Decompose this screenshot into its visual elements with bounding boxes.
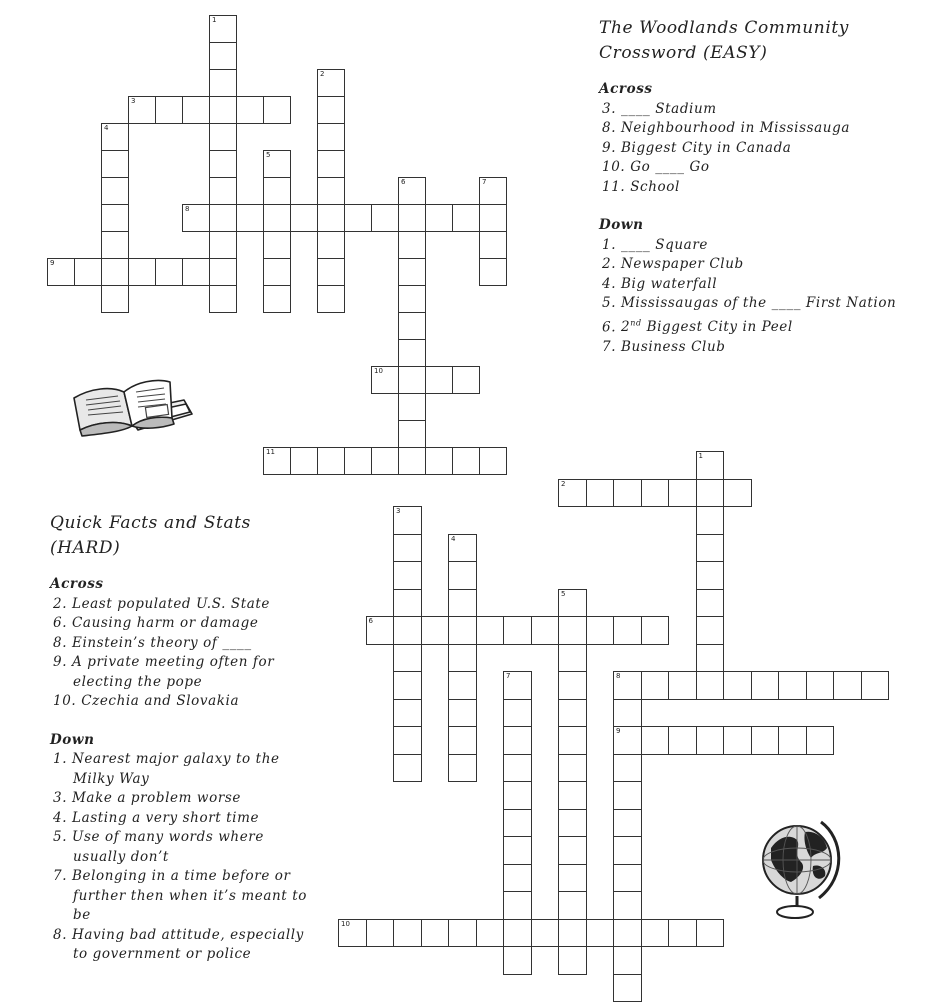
easy-down-heading: Down [599,217,644,233]
hard-grid-cell[interactable] [503,836,532,865]
hard-grid-cell[interactable] [448,726,477,755]
clue-number-label: 5. [602,295,617,311]
easy-clue-panel [599,16,919,376]
hard-grid-cell[interactable] [393,754,422,783]
hard-grid-cell[interactable] [531,919,560,948]
clue-text: School [630,178,680,195]
hard-grid-cell[interactable] [668,919,697,948]
easy-down-clue-item[interactable] [599,236,919,256]
easy-grid-cell[interactable] [371,204,399,232]
hard-puzzle-title [50,511,320,561]
hard-grid-cell[interactable] [641,479,670,508]
clue-text: Newspaper Club [621,256,744,272]
hard-grid-cell[interactable] [861,671,890,700]
hard-grid-cell[interactable] [393,699,422,728]
hard-clue-number: 1 [698,452,703,460]
easy-clue-number: 6 [401,178,406,186]
clue-number-label: 3. [602,100,617,117]
easy-grid-cell[interactable] [371,366,399,394]
hard-grid-cell[interactable] [613,754,642,783]
easy-grid-cell[interactable] [263,285,291,313]
easy-grid-cell[interactable] [209,285,237,313]
clue-number-label: 8. [53,634,68,651]
easy-grid-cell[interactable] [101,150,129,178]
easy-grid-cell[interactable] [317,96,345,124]
hard-grid-cell[interactable] [696,534,725,563]
hard-clue-number: 8 [616,672,621,680]
easy-grid-cell[interactable] [263,150,291,178]
easy-grid-cell[interactable] [209,96,237,124]
easy-across-clue-item[interactable] [599,178,919,198]
easy-grid-cell[interactable] [263,204,291,232]
clue-text: Use of many words where usually don’t [72,829,264,865]
hard-grid-cell[interactable] [641,671,670,700]
hard-grid-cell[interactable] [613,919,642,948]
clue-text: Business Club [621,338,726,355]
easy-grid-cell[interactable] [155,96,183,124]
hard-clue-panel [50,511,320,984]
hard-grid-cell[interactable] [558,726,587,755]
clue-number-label: 9. [602,139,617,156]
easy-grid-cell[interactable] [209,15,237,43]
hard-down-clue-item[interactable] [50,750,320,789]
hard-grid-cell[interactable] [696,589,725,618]
hard-grid-cell[interactable] [613,864,642,893]
clue-text: Go ____ Go [630,159,710,175]
hard-grid-cell[interactable] [778,726,807,755]
hard-across-clue-item[interactable] [50,614,320,634]
hard-grid-cell[interactable] [668,479,697,508]
hard-across-clues [50,595,320,712]
easy-grid-cell[interactable] [290,447,318,475]
clue-text: 2nd Biggest City in Peel [621,318,793,335]
clue-number-label: 3. [53,790,68,806]
hard-grid-cell[interactable] [613,946,642,975]
hard-down-clue-item[interactable] [50,809,320,829]
easy-grid-cell[interactable] [101,231,129,259]
easy-down-clues [599,236,919,358]
hard-grid-cell[interactable] [696,726,725,755]
hard-grid-cell[interactable] [696,506,725,535]
hard-clue-number: 6 [368,617,373,625]
hard-grid-cell[interactable] [338,919,367,948]
easy-grid-cell[interactable] [182,258,210,286]
hard-grid-cell[interactable] [558,644,587,673]
easy-grid-cell[interactable] [425,204,453,232]
hard-grid-cell[interactable] [503,946,532,975]
easy-grid-cell[interactable] [263,447,291,475]
easy-grid-cell[interactable] [398,366,426,394]
easy-clue-number: 5 [266,151,271,159]
easy-clue-number: 7 [482,178,487,186]
hard-grid-cell[interactable] [696,479,725,508]
hard-grid-cell[interactable] [723,726,752,755]
easy-across-heading: Across [599,81,653,97]
clue-number-label: 1. [602,236,617,253]
clue-text: Big waterfall [621,275,718,292]
easy-clue-number: 10 [374,367,383,375]
clue-text: Einstein’s theory of ____ [72,634,252,651]
easy-grid-cell[interactable] [155,258,183,286]
hard-title-line2: (HARD) [50,538,121,558]
open-book-icon [66,370,196,450]
easy-grid-cell[interactable] [398,231,426,259]
clue-text: Belonging in a time before or further then when it’s meant to be [72,868,307,923]
hard-grid-cell[interactable] [393,671,422,700]
hard-grid-cell[interactable] [448,644,477,673]
hard-down-heading: Down [50,731,95,748]
hard-clue-number: 4 [451,534,456,543]
hard-across-heading: Across [50,576,104,592]
clue-number-label: 2. [602,256,617,272]
hard-down-clue-item[interactable] [50,828,320,867]
hard-grid-cell[interactable] [393,561,422,590]
hard-grid-cell[interactable] [448,754,477,783]
easy-grid-cell[interactable] [101,177,129,205]
hard-grid-cell[interactable] [448,534,477,563]
hard-grid-cell[interactable] [558,754,587,783]
hard-clue-number: 5 [561,589,566,598]
easy-grid-cell[interactable] [398,312,426,340]
easy-grid-cell[interactable] [344,204,372,232]
hard-grid-cell[interactable] [613,671,642,700]
clue-text: Causing harm or damage [72,615,259,631]
hard-grid-cell[interactable] [476,616,505,645]
hard-grid-cell[interactable] [751,726,780,755]
hard-grid-cell[interactable] [778,671,807,700]
hard-clue-number: 3 [396,507,401,515]
easy-grid-cell[interactable] [182,96,210,124]
clue-number-label: 7. [53,868,68,884]
hard-grid-cell[interactable] [448,561,477,590]
easy-grid-cell[interactable] [317,150,345,178]
easy-grid-cell[interactable] [128,258,156,286]
hard-grid-cell[interactable] [586,616,615,645]
easy-grid-cell[interactable] [317,123,345,151]
easy-grid-cell[interactable] [425,366,453,394]
easy-grid-cell[interactable] [209,204,237,232]
easy-grid-cell[interactable] [182,204,210,232]
easy-grid-cell[interactable] [209,69,237,97]
easy-down-clue-item[interactable] [599,255,919,275]
hard-grid-cell[interactable] [558,864,587,893]
hard-down-clues [50,750,320,965]
easy-grid-cell[interactable] [317,285,345,313]
hard-clue-number: 2 [561,479,566,488]
easy-grid-cell[interactable] [236,96,264,124]
hard-across-clue-item[interactable] [50,692,320,712]
hard-grid-cell[interactable] [833,671,862,700]
globe-icon [757,812,847,924]
easy-clue-number: 3 [131,97,136,105]
easy-grid-cell[interactable] [317,204,345,232]
hard-grid-cell[interactable] [613,836,642,865]
hard-grid-cell[interactable] [476,919,505,948]
hard-grid-cell[interactable] [558,836,587,865]
hard-grid-cell[interactable] [613,891,642,920]
hard-grid-cell[interactable] [806,671,835,700]
hard-down-clue-item[interactable] [50,926,320,965]
easy-grid-cell[interactable] [209,258,237,286]
clue-text: Having bad attitude, especially to government or police [72,926,304,962]
clue-number-label: 9. [53,654,68,670]
hard-grid-cell[interactable] [641,726,670,755]
easy-grid-cell[interactable] [398,339,426,367]
clue-number-label: 11. [602,178,626,195]
easy-clue-number: 4 [104,124,109,132]
hard-grid-cell[interactable] [421,616,450,645]
easy-grid-cell[interactable] [74,258,102,286]
easy-grid-cell[interactable] [263,231,291,259]
hard-grid-cell[interactable] [393,506,422,535]
hard-grid-cell[interactable] [558,479,587,508]
hard-grid-cell[interactable] [503,919,532,948]
clue-text: Nearest major galaxy to the Milky Way [72,751,280,787]
hard-grid-cell[interactable] [613,479,642,508]
easy-clue-number: 2 [320,70,325,78]
easy-grid-cell[interactable] [101,258,129,286]
hard-grid-cell[interactable] [613,726,642,755]
clue-text: A private meeting often for electing the pope [72,654,275,690]
easy-grid-cell[interactable] [263,258,291,286]
easy-grid-cell[interactable] [479,204,507,232]
clue-number-label: 7. [602,338,617,355]
hard-grid-cell[interactable] [558,891,587,920]
hard-clue-number: 9 [616,727,621,735]
easy-down-clue-item[interactable] [599,294,919,314]
clue-text: Czechia and Slovakia [81,693,240,709]
clue-number-label: 5. [53,829,68,845]
hard-grid-cell[interactable] [558,671,587,700]
hard-grid-cell[interactable] [366,616,395,645]
hard-down-clue-item[interactable] [50,789,320,809]
clue-text: ____ Square [621,236,708,253]
hard-grid-cell[interactable] [448,616,477,645]
easy-grid-cell[interactable] [263,96,291,124]
hard-grid-cell[interactable] [696,671,725,700]
hard-grid-cell[interactable] [586,479,615,508]
hard-grid-cell[interactable] [668,726,697,755]
easy-grid-cell[interactable] [101,285,129,313]
hard-grid-cell[interactable] [393,726,422,755]
hard-grid-cell[interactable] [531,616,560,645]
clue-number-label: 4. [602,275,617,292]
easy-across-clue-item[interactable] [599,119,919,139]
hard-grid-cell[interactable] [751,671,780,700]
hard-grid-cell[interactable] [723,479,752,508]
hard-grid-cell[interactable] [558,809,587,838]
clue-text: Make a problem worse [72,790,241,806]
hard-grid-cell[interactable] [421,919,450,948]
hard-grid-cell[interactable] [503,699,532,728]
hard-grid-cell[interactable] [503,616,532,645]
hard-grid-cell[interactable] [641,616,670,645]
hard-grid-cell[interactable] [393,589,422,618]
easy-grid-cell[interactable] [101,204,129,232]
easy-grid-cell[interactable] [398,258,426,286]
easy-across-clue-item[interactable] [599,100,919,120]
easy-grid-cell[interactable] [47,258,75,286]
hard-grid-cell[interactable] [448,671,477,700]
clue-text: Neighbourhood in Mississauga [621,120,850,136]
hard-grid-cell[interactable] [696,451,725,480]
easy-grid-cell[interactable] [128,96,156,124]
easy-clue-number: 9 [50,259,55,267]
hard-grid-cell[interactable] [393,534,422,563]
easy-clue-number: 1 [212,16,217,24]
easy-grid-cell[interactable] [209,231,237,259]
hard-grid-cell[interactable] [668,671,697,700]
easy-across-clue-item[interactable] [599,139,919,159]
easy-across-clues [599,100,919,198]
easy-puzzle-title [599,16,919,66]
easy-grid-cell[interactable] [479,177,507,205]
easy-grid-cell[interactable] [236,204,264,232]
easy-grid-cell[interactable] [263,177,291,205]
easy-grid-cell[interactable] [209,150,237,178]
clue-number-label: 8. [602,120,617,136]
hard-down-clue-item[interactable] [50,867,320,926]
hard-grid-cell[interactable] [558,781,587,810]
easy-down-clue-item[interactable] [599,314,919,338]
hard-grid-cell[interactable] [366,919,395,948]
hard-across-clue-item[interactable] [50,595,320,615]
hard-clue-number: 7 [506,672,511,680]
easy-grid-cell[interactable] [290,204,318,232]
easy-grid-cell[interactable] [398,285,426,313]
easy-grid-cell[interactable] [209,42,237,70]
hard-grid-cell[interactable] [393,616,422,645]
easy-grid-cell[interactable] [479,231,507,259]
hard-grid-cell[interactable] [586,919,615,948]
hard-grid-cell[interactable] [503,891,532,920]
hard-title-line1: Quick Facts and Stats [50,513,251,533]
hard-grid-cell[interactable] [613,781,642,810]
hard-grid-cell[interactable] [503,781,532,810]
easy-title-line1: The Woodlands Community [599,18,850,38]
clue-number-label: 2. [53,595,68,612]
easy-grid-cell[interactable] [452,366,480,394]
hard-across-clue-item[interactable] [50,653,320,692]
easy-grid-cell[interactable] [398,204,426,232]
hard-grid-cell[interactable] [393,919,422,948]
hard-grid-cell[interactable] [558,946,587,975]
clue-text: Mississaugas of the ____ First Nation [621,295,897,311]
hard-grid-cell[interactable] [558,699,587,728]
hard-grid-cell[interactable] [613,974,642,1003]
easy-grid-cell[interactable] [317,69,345,97]
hard-grid-cell[interactable] [613,809,642,838]
hard-grid-cell[interactable] [558,616,587,645]
clue-text: Biggest City in Canada [621,139,792,156]
hard-grid-cell[interactable] [696,919,725,948]
clue-number-label: 6. [53,615,68,631]
hard-grid-cell[interactable] [806,726,835,755]
hard-grid-cell[interactable] [696,616,725,645]
easy-grid-cell[interactable] [479,258,507,286]
easy-grid-cell[interactable] [452,204,480,232]
easy-grid-cell[interactable] [101,123,129,151]
easy-across-clue-item[interactable] [599,158,919,178]
clue-number-label: 10. [53,693,77,709]
hard-grid-cell[interactable] [448,699,477,728]
hard-grid-cell[interactable] [558,589,587,618]
hard-grid-cell[interactable] [503,726,532,755]
hard-grid-cell[interactable] [723,671,752,700]
clue-number-label: 10. [602,159,626,175]
hard-grid-cell[interactable] [503,864,532,893]
easy-down-clue-item[interactable] [599,275,919,295]
hard-grid-cell[interactable] [503,671,532,700]
hard-across-clue-item[interactable] [50,634,320,654]
easy-clue-number: 8 [185,205,190,213]
hard-grid-cell[interactable] [613,616,642,645]
easy-grid-cell[interactable] [317,231,345,259]
clue-number-label: 6. [602,319,617,335]
easy-down-clue-item[interactable] [599,338,919,358]
clue-number-label: 4. [53,809,68,826]
hard-grid-cell[interactable] [613,699,642,728]
easy-grid-cell[interactable] [317,177,345,205]
hard-grid-cell[interactable] [448,589,477,618]
clue-text: Least populated U.S. State [72,595,270,612]
clue-number-label: 1. [53,751,68,767]
easy-grid-cell[interactable] [398,177,426,205]
hard-grid-cell[interactable] [558,919,587,948]
hard-clue-number: 10 [341,919,350,928]
hard-grid-cell[interactable] [503,809,532,838]
easy-clue-number: 11 [266,448,275,456]
hard-grid-cell[interactable] [503,754,532,783]
easy-grid-cell[interactable] [209,177,237,205]
easy-grid-cell[interactable] [209,123,237,151]
hard-grid-cell[interactable] [696,644,725,673]
clue-text: Lasting a very short time [72,809,260,826]
clue-number-label: 8. [53,926,68,943]
easy-grid-cell[interactable] [398,393,426,421]
hard-grid-cell[interactable] [641,919,670,948]
hard-grid-cell[interactable] [448,919,477,948]
easy-grid-cell[interactable] [398,420,426,448]
easy-title-line2: Crossword (EASY) [599,43,768,63]
hard-grid-cell[interactable] [393,644,422,673]
hard-grid-cell[interactable] [696,561,725,590]
clue-text: ____ Stadium [621,100,717,117]
easy-grid-cell[interactable] [317,258,345,286]
